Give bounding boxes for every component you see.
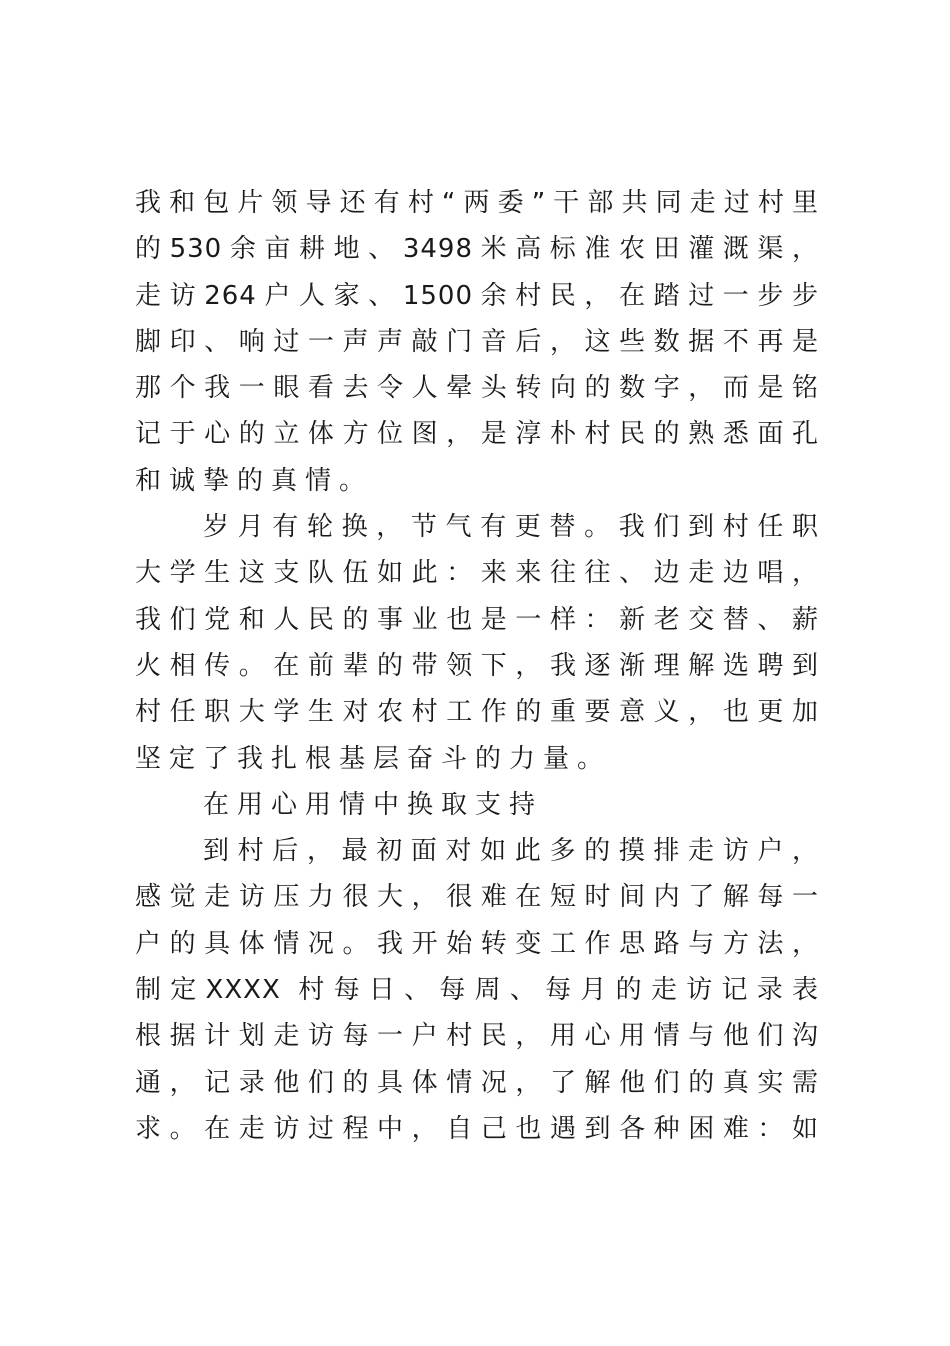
text-line: 脚印、响过一声声敲门音后，这些数据不再是: [135, 326, 819, 357]
text-line: 坚定了我扎根基层奋斗的力量。: [135, 743, 612, 774]
text-line: 的530余亩耕地、3498米高标准农田灌溉渠，: [135, 234, 819, 265]
text-line: 通，记录他们的具体情况，了解他们的真实需: [135, 1067, 819, 1098]
text-line: 感觉走访压力很大，很难在短时间内了解每一: [135, 882, 819, 913]
body-text: [135, 180, 819, 1152]
text-line: 走访264户人家、1500余村民，在踏过一步步: [135, 280, 819, 311]
text-line: 那个我一眼看去令人晕头转向的数字，而是铭: [135, 373, 819, 404]
text-line: 和诚挚的真情。: [135, 465, 374, 496]
text-line: 求。在走访过程中，自己也遇到各种困难：如: [135, 1113, 819, 1144]
text-line: 火相传。在前辈的带领下，我逐渐理解选聘到: [135, 650, 819, 681]
text-line: 村任职大学生对农村工作的重要意义，也更加: [135, 697, 819, 728]
text-line: 记于心的立体方位图，是淳朴村民的熟悉面孔: [135, 419, 819, 450]
text-line: 制定XXXX 村每日、每周、每月的走访记录表: [135, 975, 819, 1006]
text-line: 大学生这支队伍如此：来来往往、边走边唱，: [135, 558, 819, 589]
text-line: 我们党和人民的事业也是一样：新老交替、薪: [135, 604, 819, 635]
text-line: 我和包片领导还有村“两委”干部共同走过村里: [135, 188, 819, 218]
text-line: 到村后，最初面对如此多的摸排走访户，: [203, 836, 819, 867]
text-line: 根据计划走访每一户村民，用心用情与他们沟: [135, 1021, 819, 1052]
text-line: 岁月有轮换，节气有更替。我们到村任职: [203, 512, 819, 543]
text-line: 户的具体情况。我开始转变工作思路与方法，: [135, 928, 819, 959]
section-heading: 在用心用情中换取支持: [203, 789, 544, 820]
